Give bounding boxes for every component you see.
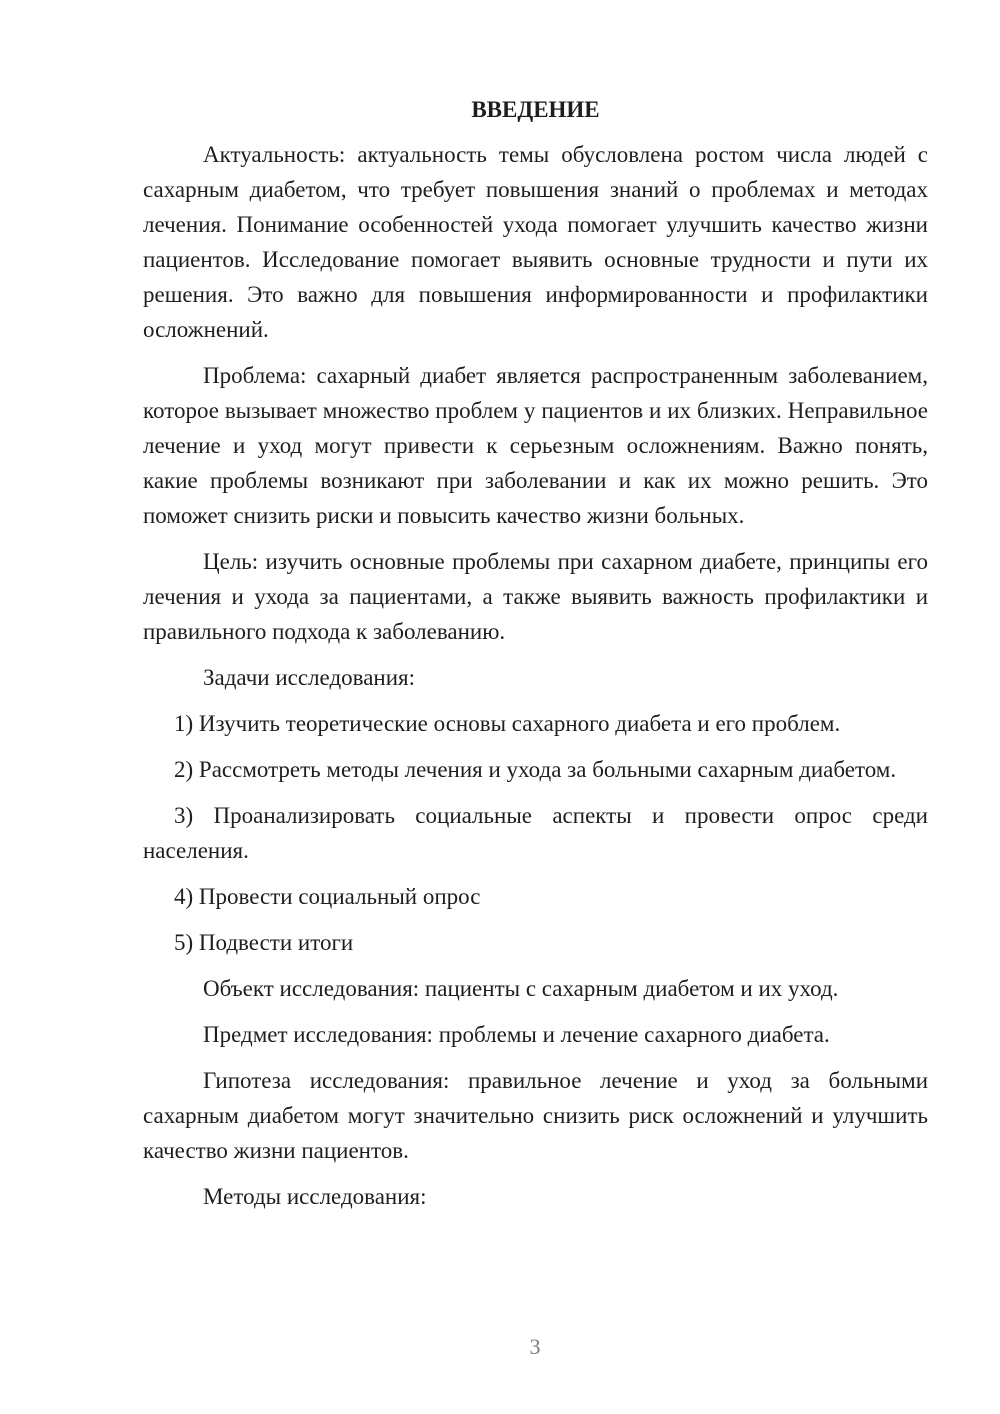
task-item-5: 5) Подвести итоги [174,930,354,955]
task-item-4: 4) Провести социальный опрос [174,884,481,909]
task-item-3: 3) Проанализировать социальные аспекты и провести опрос среди населения. [143,803,928,863]
section-heading: ВВЕДЕНИЕ [471,97,600,122]
paragraph-goal: Цель: изучить основные проблемы при сахарном диабете, принципы его лечения и ухода за пациентами, а также выявить важность профилактики и правильного подхода к заболеванию. [143,549,928,644]
paragraph-relevance: Актуальность: актуальность темы обусловлена ростом числа людей с сахарным диабетом, что требует повышения знаний о проблемах и методах лечения. Понимание особенностей ухода помогает улучшить качество жизни пациентов. Исследование помогает выявить основные трудности и пути их решения. Это важно для повышения информированности и профилактики осложнений. [143,142,928,342]
paragraph-methods: Методы исследования: [203,1184,427,1209]
page-number: 3 [529,1334,541,1359]
paragraph-problem: Проблема: сахарный диабет является распространенным заболеванием, которое вызывает множество проблем у пациентов и их близких. Неправильное лечение и уход могут привести к серьезным осложнениям. Важно понять, какие проблемы возникают при заболевании и как их можно решить. Это поможет снизить риски и повысить качество жизни больных. [143,363,928,528]
paragraph-hypothesis: Гипотеза исследования: правильное лечение и уход за больными сахарным диабетом могут значительно снизить риск осложнений и улучшить качество жизни пациентов. [143,1068,928,1163]
paragraph-tasks-heading: Задачи исследования: [203,665,416,690]
task-item-1: 1) Изучить теоретические основы сахарного диабета и его проблем. [174,711,841,736]
paragraph-object: Объект исследования: пациенты с сахарным диабетом и их уход. [203,976,839,1001]
paragraph-subject: Предмет исследования: проблемы и лечение сахарного диабета. [203,1022,830,1047]
page-content [143,92,928,1225]
task-item-2: 2) Рассмотреть методы лечения и ухода за больными сахарным диабетом. [174,757,897,782]
